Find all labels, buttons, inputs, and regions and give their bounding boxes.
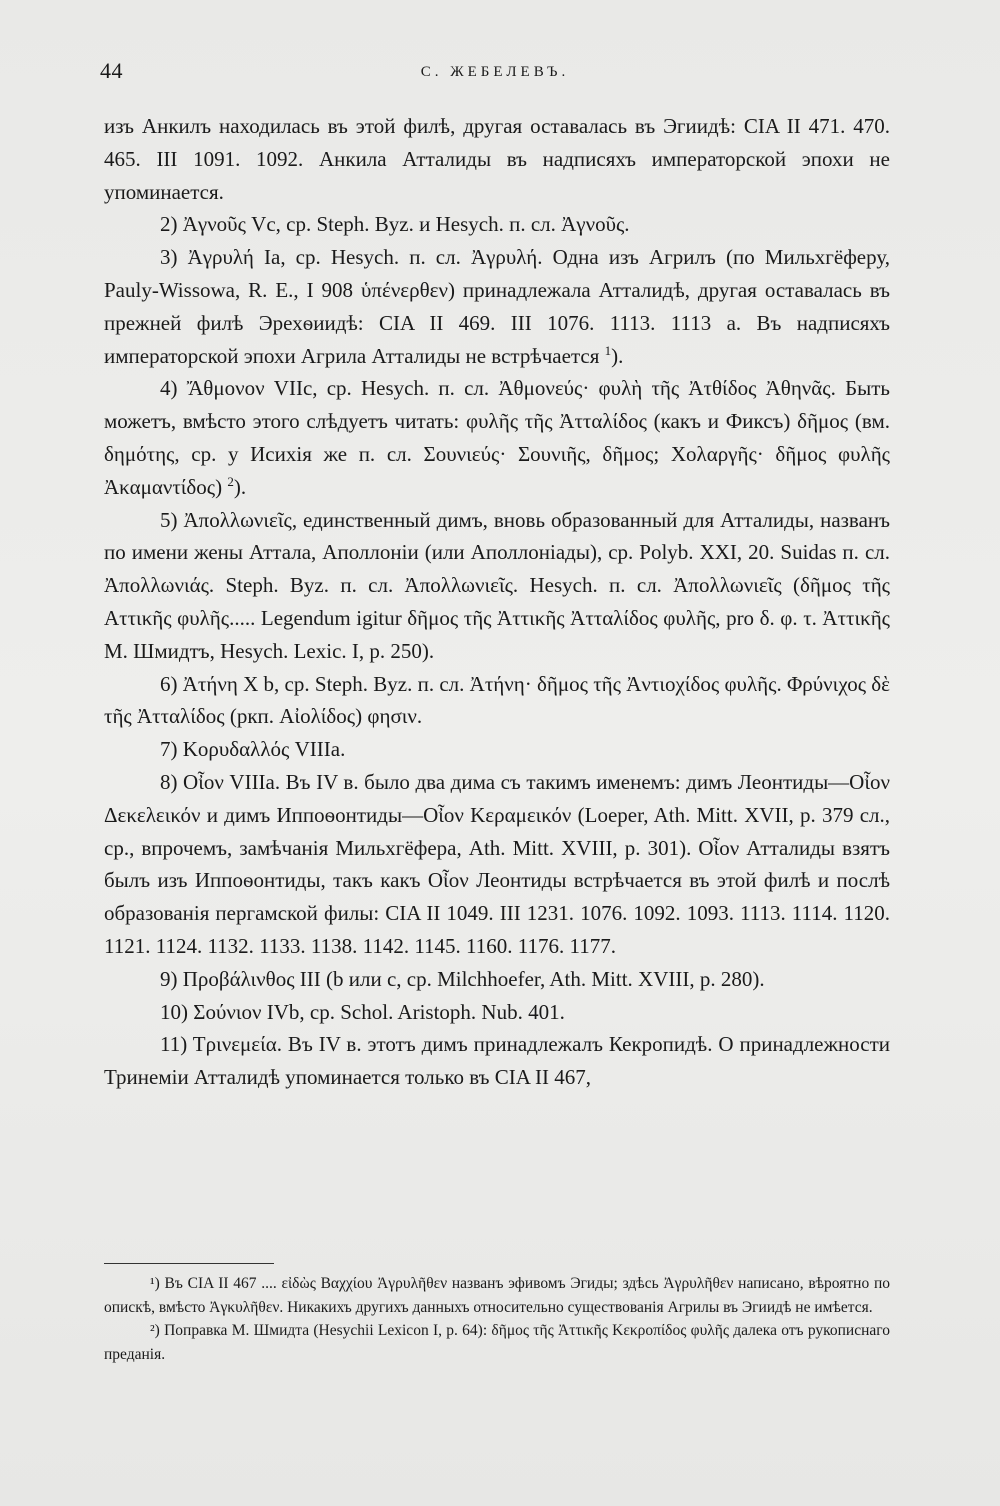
page-header (100, 58, 890, 98)
entry-9-probalinthos: 9) Προβάλινθος III (b или c, ср. Milchhoefer, Ath. Mitt. XVIII, p. 280). (160, 966, 765, 991)
main-text (104, 110, 890, 1094)
footnote-1: ¹) Въ CIA II 467 .... εἰδὼς Βαχχίου Ἀγρυλῆθεν названъ эфивомъ Эгиды; здѣсь Ἀγρυλῆθεν написано, вѣроятно по опискѣ, вмѣсто Ἀγκυλῆθεν. Никакихъ другихъ данныхъ относительно существованія Агрилы въ Эгиидѣ не имѣется. (104, 1275, 890, 1316)
entry-10-sounion: 10) Σούνιον IVb, ср. Schol. Aristoph. Nub. 401. (160, 999, 565, 1024)
entry-6-atene: 6) Ἀτήνη X b, ср. Steph. Byz. п. сл. Ἀτήνη· δῆμος τῆς Ἀντιοχίδος φυλῆς. Φρύνιχος δὲ τῆς Ἀτταλίδος (ркп. Αἰολίδος) φησιν. (104, 671, 890, 729)
entry-8-oion: 8) Οἶον VIIIa. Въ IV в. было два дима съ такимъ именемъ: димъ Леонтиды—Οἶον Δεκελεικόν и димъ Иппоѳонтиды—Οἶον Κεραμεικόν (Loeper, Ath. Mitt. XVII, p. 379 сл., ср., впрочемъ, замѣчанія Мильхгёфера, Ath. Mitt. XVIII, p. 301). Οἶον Атталиды взятъ былъ изъ Иппоѳонтиды, такъ какъ Οἶον Леонтиды встрѣчается въ этой филѣ и послѣ образованія пергамской филы: CIA II 1049. III 1231. 1076. 1092. 1093. 1113. 1114. 1120. 1121. 1124. 1132. 1133. 1138. 1142. 1145. 1160. 1176. 1177. (104, 769, 890, 958)
footnote-2: ²) Поправка М. Шмидта (Hesychii Lexicon I, p. 64): δῆμος τῆς Ἀττικῆς Κεκροπίδος φυλῆς далека отъ рукописнаго преданія. (104, 1322, 890, 1363)
running-head: С. ЖЕБЕЛЕВЪ. (420, 64, 570, 80)
entry-5-apollonieis: 5) Ἀπολλωνιεῖς, единственный димъ, вновь образованный для Атталиды, названъ по имени жены Аттала, Аполлоніи (или Аполлоніады), ср. Polyb. XXI, 20. Suidas п. сл. Ἀπολλωνιάς. Steph. Byz. п. сл. Ἀπολλωνιεῖς. Hesych. п. сл. Ἀπολλωνιεῖς (δῆμος τῆς Αττικῆς φυλῆς..... Legendum igitur δῆμος τῆς Ἀττικῆς Ἀτταλίδος φυλῆς, pro δ. φ. τ. Ἀττικῆς М. Шмидтъ, Hesych. Lexic. I, p. 250). (104, 507, 890, 663)
entry-4-athmonon: 4) Ἄθμονον VIIc, ср. Hesych. п. сл. Ἀθμονεύς· φυλὴ τῆς Ἀτθίδος Ἀθηνᾶς. Быть можетъ, вмѣсто этого слѣдуетъ читать: φυλῆς τῆς Ἀτταλίδος (какъ и Фиксъ) δῆμος (вм. δημότης, ср. у Исихія же п. сл. Σουνιεύς· Σουνιῆς, δῆμος; Χολαργῆς· δῆμος φυλῆς Ἀκαμαντίδος) $^2$). (104, 376, 890, 499)
footnote-ref-1: 1 (604, 342, 612, 358)
footnotes (104, 1272, 890, 1366)
entry-7-korydallos: 7) Κορυδαλλός VIIIa. (160, 737, 346, 762)
footnote-divider (104, 1263, 274, 1264)
page-number: 44 (100, 58, 123, 83)
entry-2-agnous: 2) Ἀγνοῦς Vc, ср. Steph. Byz. и Hesych. п. сл. Ἀγνοῦς. (160, 212, 630, 237)
paragraph-1-continuation: изъ Анкилъ находилась въ этой филѣ, другая оставалась въ Эгиидѣ: CIA II 471. 470. 465. III 1091. 1092. Анкила Атталиды въ надписяхъ императорской эпохи не упоминается. (104, 114, 890, 204)
entry-3-agryle: 3) Ἀγρυλή Ia, ср. Hesych. п. сл. Ἀγρυλή. Одна изъ Агрилъ (по Мильхгёферу, Pauly-Wissowa, R. E., I 908 ὑπένερθεν) принадлежала Атталидѣ, другая оставалась въ прежней филѣ Эрехѳиидѣ: CIA II 469. III 1076. 1113. 1113 a. Въ надписяхъ императорской эпохи Агрила Атталиды не встрѣчается $^1$). (104, 245, 890, 368)
entry-11-trinemeia: 11) Τρινεμεία. Въ IV в. этотъ димъ принадлежалъ Кекропидѣ. О принадлежности Тринеміи Атталидѣ упоминается только въ CIA II 467, (104, 1032, 890, 1090)
footnote-ref-2: 2 (227, 473, 234, 489)
